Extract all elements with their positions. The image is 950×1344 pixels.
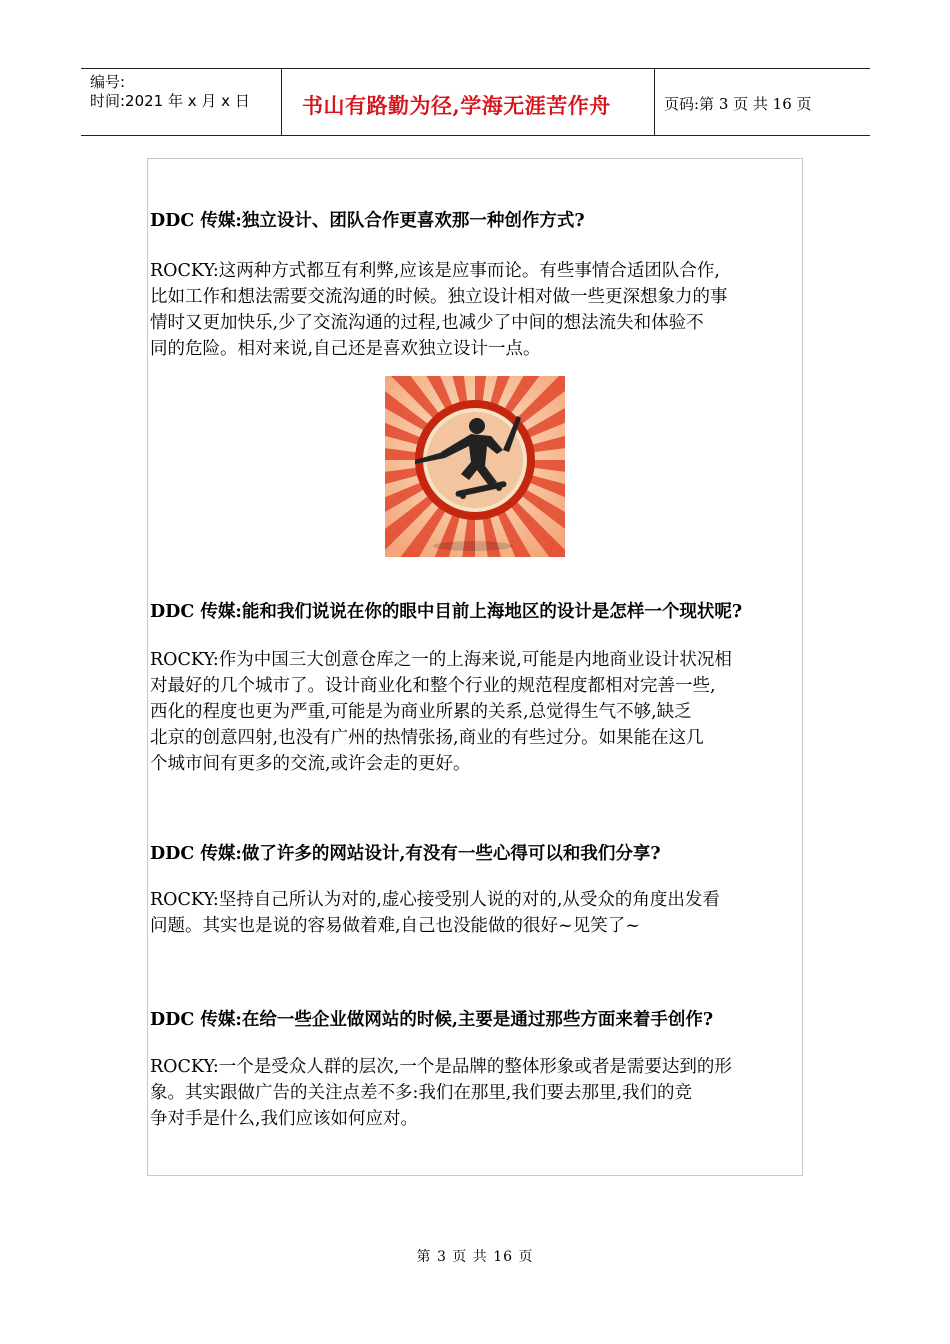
answer-line: 对最好的几个城市了。设计商业化和整个行业的规范程度都相对完善一些, — [150, 676, 716, 696]
question-1: DDC 传媒:独立设计、团队合作更喜欢那一种创作方式? — [150, 211, 585, 231]
answer-line: 情时又更加快乐,少了交流沟通的过程,也减少了中间的想法流失和体验不 — [150, 313, 704, 333]
document-number: 编号: — [90, 73, 126, 91]
answer-1 — [150, 258, 795, 362]
answer-line: 问题。其实也是说的容易做着难,自己也没能做的很好~见笑了~ — [150, 916, 640, 936]
page-footer: 第 3 页 共 16 页 — [416, 1249, 534, 1265]
answer-line: 个城市间有更多的交流,或许会走的更好。 — [150, 754, 471, 774]
answer-line: ROCKY:坚持自己所认为对的,虚心接受别人说的对的,从受众的角度出发看 — [150, 890, 720, 910]
skateboarder-image-icon — [385, 376, 565, 557]
answer-line: ROCKY:作为中国三大创意仓库之一的上海来说,可能是内地商业设计状况相 — [150, 650, 732, 670]
answer-line: 同的危险。相对来说,自己还是喜欢独立设计一点。 — [150, 339, 541, 359]
answer-2 — [150, 647, 795, 777]
question-2: DDC 传媒:能和我们说说在你的眼中目前上海地区的设计是怎样一个现状呢? — [150, 602, 743, 622]
answer-line: 争对手是什么,我们应该如何应对。 — [150, 1109, 419, 1129]
document-date: 时间:2021 年 x 月 x 日 — [90, 92, 250, 110]
answer-line: 西化的程度也更为严重,可能是为商业所累的关系,总觉得生气不够,缺乏 — [150, 702, 692, 722]
answer-line: 北京的创意四射,也没有广州的热情张扬,商业的有些过分。如果能在这几 — [150, 728, 704, 748]
header-motto-cell — [282, 69, 655, 135]
answer-3 — [150, 887, 795, 939]
header-page-cell — [655, 69, 870, 135]
header-page-info: 页码:第 3 页 共 16 页 — [664, 95, 812, 113]
question-4: DDC 传媒:在给一些企业做网站的时候,主要是通过那些方面来着手创作? — [150, 1010, 714, 1030]
answer-line: 象。其实跟做广告的关注点差不多:我们在那里,我们要去那里,我们的竞 — [150, 1083, 693, 1103]
skateboarder-illustration — [385, 376, 565, 557]
header-motto: 书山有路勤为径,学海无涯苦作舟 — [302, 93, 611, 118]
answer-line: ROCKY:一个是受众人群的层次,一个是品牌的整体形象或者是需要达到的形 — [150, 1057, 732, 1077]
answer-line: ROCKY:这两种方式都互有利弊,应该是应事而论。有些事情合适团队合作, — [150, 261, 720, 281]
page-header — [81, 68, 870, 136]
answer-line: 比如工作和想法需要交流沟通的时候。独立设计相对做一些更深想象力的事 — [150, 287, 728, 307]
question-3: DDC 传媒:做了许多的网站设计,有没有一些心得可以和我们分享? — [150, 844, 661, 864]
answer-4 — [150, 1054, 795, 1132]
header-meta — [81, 69, 282, 135]
